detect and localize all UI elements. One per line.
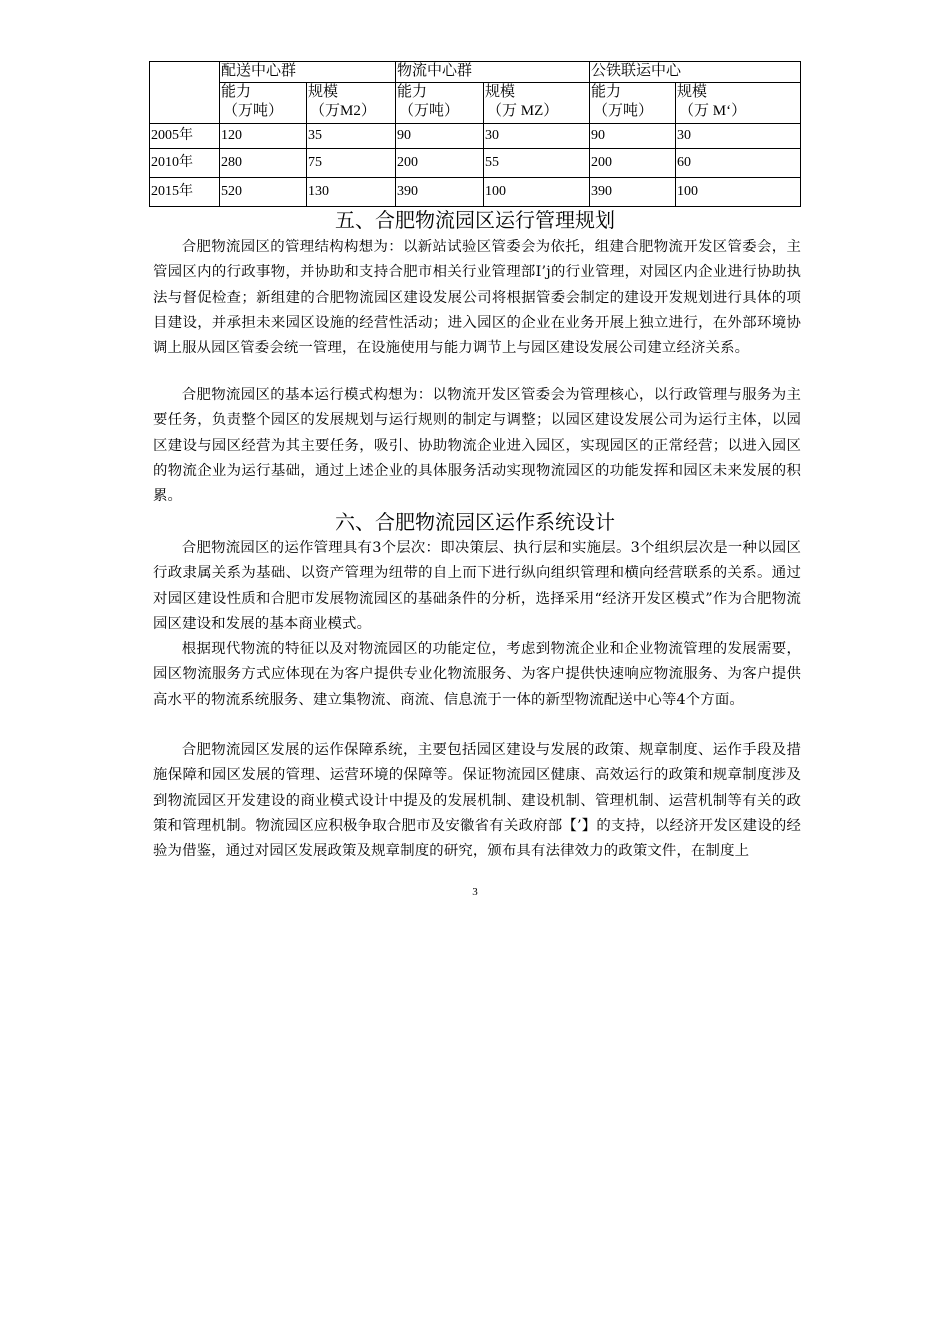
table-cell: 100 [676, 178, 801, 207]
table-cell: 90 [590, 124, 676, 149]
section-6-paragraph-1: 合肥物流园区的运作管理具有3个层次：即决策层、执行层和实施层。3个组织层次是一种以园区行政隶属关系为基础、以资产管理为纽带的自上而下进行纵向组织管理和横向经营联系的关系。通过对园区建设性质和合肥市发展物流园区的基础条件的分析，选择采用“经济开发区模式”作为合肥物流园区建设和发展的基本商业模式。 [153, 540, 801, 632]
section-5-title: 五、合肥物流园区运行管理规划 [335, 208, 615, 232]
subheader-capacity: 能力 （万吨） [220, 83, 307, 124]
section-5-paragraph-1: 合肥物流园区的管理结构构想为：以新站试验区管委会为依托，组建合肥物流开发区管委会，主管园区内的行政事物，并协助和支持合肥市相关行业管理部I’j的行业管理，对园区内企业进行协助执法与督促检查；新组建的合肥物流园区建设发展公司将根据管委会制定的建设开发规划进行具体的项目建设，并承担未来园区设施的经营性活动；进入园区的企业在业务开展上独立进行，在外部环境协调上服从园区管委会统一管理，在设施使用与能力调节上与园区建设发展公司建立经济关系。 [153, 239, 801, 357]
table-group-header-row [150, 62, 801, 83]
table-row [150, 178, 801, 207]
subheader-scale: 规模 （万 MZ） [484, 83, 590, 124]
table-cell: 520 [220, 178, 307, 207]
row-year: 2005年 [150, 124, 220, 149]
group-header-rail-road: 公铁联运中心 [590, 62, 801, 83]
section-6-paragraph-3: 合肥物流园区发展的运作保障系统，主要包括园区建设与发展的政策、规章制度、运作手段及措施保障和园区发展的管理、运营环境的保障等。保证物流园区健康、高效运行的政策和规章制度涉及到物流园区开发建设的商业模式设计中提及的发展机制、建设机制、管理机制、运营机制等有关的政策和管理机制。物流园区应积极争取合肥市及安徽省有关政府部【’】的支持，以经济开发区建设的经验为借鉴，通过对园区发展政策及规章制度的研究，颁布具有法律效力的政策文件，在制度上 [153, 742, 801, 860]
group-header-distribution: 配送中心群 [220, 62, 396, 83]
section-6-paragraph-2: 根据现代物流的特征以及对物流园区的功能定位，考虑到物流企业和企业物流管理的发展需要，园区物流服务方式应体现在为客户提供专业化物流服务、为客户提供快速响应物流服务、为客户提供高水平的物流系统服务、建立集物流、商流、信息流于一体的新型物流配送中心等4个方面。 [153, 641, 801, 708]
table-cell: 75 [307, 149, 396, 178]
table-cell: 30 [484, 124, 590, 149]
table-cell: 90 [396, 124, 484, 149]
capacity-scale-table [149, 61, 801, 207]
table-row [150, 124, 801, 149]
table-cell: 280 [220, 149, 307, 178]
table-cell: 35 [307, 124, 396, 149]
table-cell: 130 [307, 178, 396, 207]
table-subheader-row [150, 83, 801, 124]
page-number: 3 [472, 886, 478, 898]
subheader-capacity: 能力 （万吨） [590, 83, 676, 124]
table-cell: 30 [676, 124, 801, 149]
table-cell: 200 [396, 149, 484, 178]
subheader-capacity: 能力 （万吨） [396, 83, 484, 124]
subheader-scale: 规模 （万M2） [307, 83, 396, 124]
subheader-scale: 规模 （万 M‘） [676, 83, 801, 124]
section-6-title: 六、合肥物流园区运作系统设计 [335, 510, 615, 534]
table-cell: 390 [590, 178, 676, 207]
table-cell: 390 [396, 178, 484, 207]
table-row [150, 149, 801, 178]
group-header-logistics: 物流中心群 [396, 62, 590, 83]
row-year: 2010年 [150, 149, 220, 178]
section-5-paragraph-2: 合肥物流园区的基本运行模式构想为：以物流开发区管委会为管理核心，以行政管理与服务为主要任务，负责整个园区的发展规划与运行规则的制定与调整；以园区建设发展公司为运行主体，以园区建设与园区经营为其主要任务，吸引、协助物流企业进入园区，实现园区的正常经营；以进入园区的物流企业为运行基础，通过上述企业的具体服务活动实现物流园区的功能发挥和园区未来发展的积累。 [153, 387, 801, 505]
table-cell: 55 [484, 149, 590, 178]
table-corner-cell [150, 62, 220, 124]
table-cell: 100 [484, 178, 590, 207]
row-year: 2015年 [150, 178, 220, 207]
table-cell: 120 [220, 124, 307, 149]
table-cell: 200 [590, 149, 676, 178]
table-cell: 60 [676, 149, 801, 178]
